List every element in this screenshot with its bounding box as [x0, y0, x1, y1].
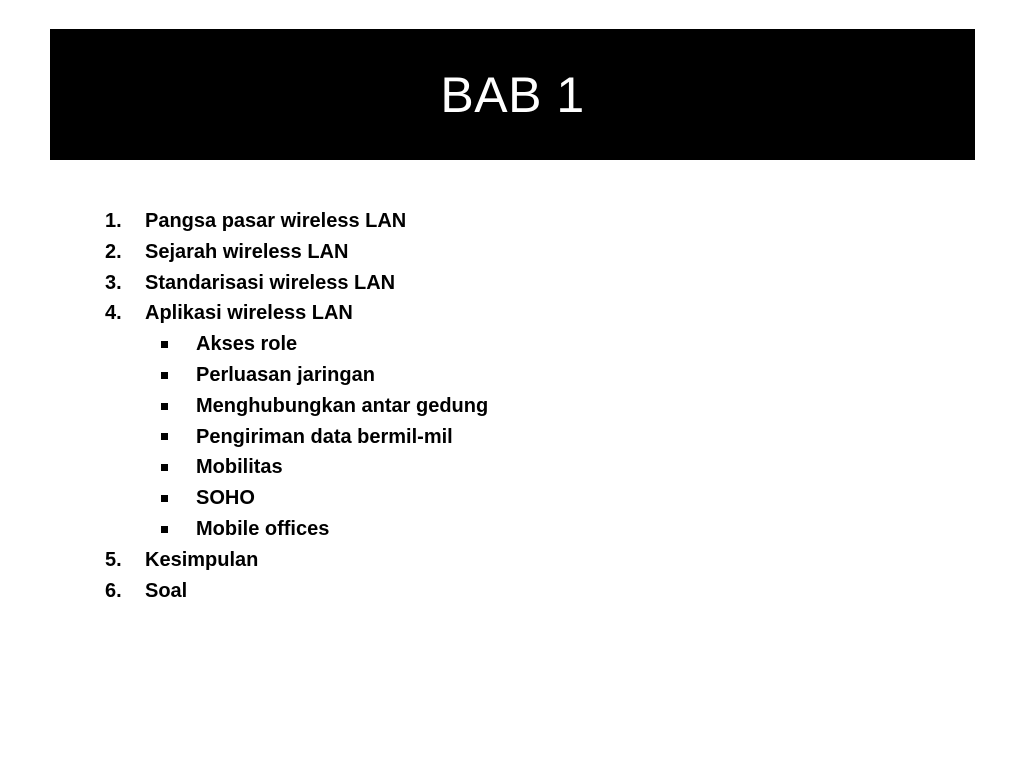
list-item-number: 5. [105, 548, 122, 571]
sub-list-item-label: Menghubungkan antar gedung [196, 394, 489, 417]
slide-title: BAB 1 [440, 66, 585, 123]
square-bullet-icon [161, 433, 168, 440]
outline-list [105, 206, 925, 606]
sub-list-item [105, 360, 925, 391]
list-item-number: 6. [105, 579, 122, 602]
list-item [105, 237, 925, 268]
sub-list-item-label: Mobilitas [196, 456, 283, 479]
list-item-number: 1. [105, 210, 122, 232]
sub-list-item [105, 422, 925, 453]
list-item [105, 268, 925, 299]
sub-list-item [105, 329, 925, 360]
list-item-label: Soal [145, 579, 188, 602]
list-item-label: Kesimpulan [145, 548, 259, 571]
square-bullet-icon [161, 341, 168, 348]
list-item-number: 3. [105, 271, 122, 294]
sub-list-item-label: Pengiriman data bermil-mil [196, 425, 453, 448]
sub-list-item [105, 483, 925, 514]
sub-list-item [105, 452, 925, 483]
sub-list-item [105, 391, 925, 422]
sub-list-item-label: SOHO [196, 487, 255, 510]
list-item-label: Sejarah wireless LAN [145, 240, 349, 263]
square-bullet-icon [161, 526, 168, 533]
list-item-number: 4. [105, 302, 122, 325]
square-bullet-icon [161, 372, 168, 379]
sub-list-item [105, 514, 925, 545]
square-bullet-icon [161, 403, 168, 410]
list-item-number: 2. [105, 240, 122, 263]
square-bullet-icon [161, 495, 168, 502]
sub-list-item-label: Perluasan jaringan [196, 363, 375, 386]
title-bar [50, 29, 975, 160]
sub-list-item-label: Mobile offices [196, 517, 330, 540]
list-item [105, 576, 925, 607]
list-item-label: Pangsa pasar wireless LAN [145, 210, 407, 232]
list-item-label: Aplikasi wireless LAN [145, 302, 353, 325]
square-bullet-icon [161, 464, 168, 471]
sub-list-item-label: Akses role [196, 333, 298, 356]
list-item-label: Standarisasi wireless LAN [145, 271, 396, 294]
list-item [105, 545, 925, 576]
list-item [105, 298, 925, 329]
list-item [105, 206, 925, 237]
